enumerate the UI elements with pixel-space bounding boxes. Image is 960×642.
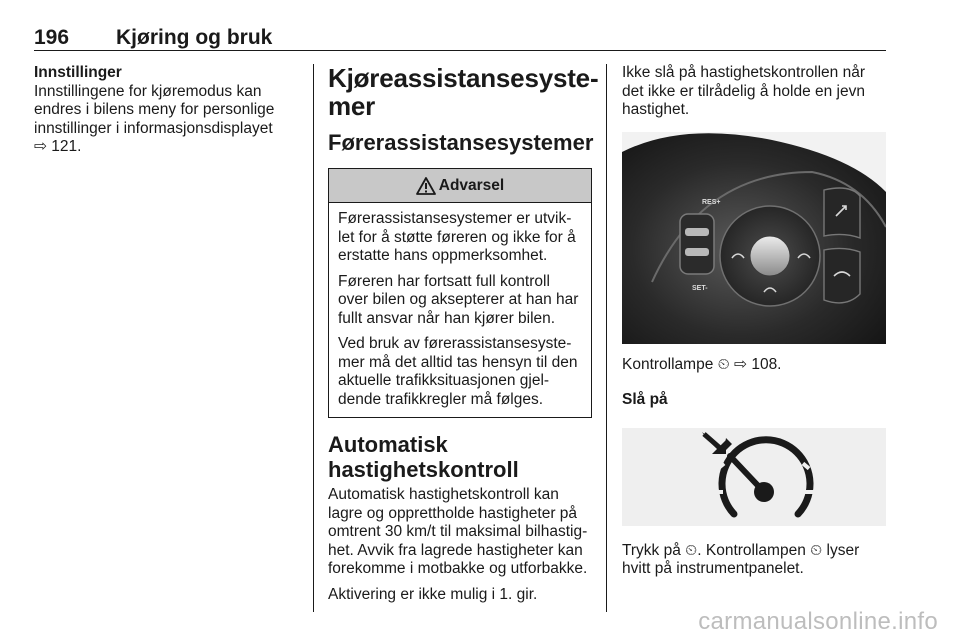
- set-label: SET-: [692, 284, 708, 292]
- column-settings: [34, 64, 296, 157]
- page-number: 196: [34, 26, 70, 49]
- warning-label: Advarsel: [438, 176, 505, 194]
- steering-wheel-controls-photo: [622, 132, 886, 344]
- warning-triangle-icon: [416, 177, 436, 195]
- res-label: RES+: [702, 198, 721, 206]
- photo-caption: Kontrollampe ⏲ ⇨ 108.: [622, 355, 782, 373]
- page-reference-link[interactable]: ⇨ 121.: [34, 138, 82, 155]
- intro-text: Ikke slå på hastighetskontrollen når det ikke er tilrådelig å holde en jevn hastighet.: [622, 64, 865, 118]
- warning-header: [329, 169, 591, 203]
- column-divider-left: [313, 64, 314, 612]
- warning-body: [329, 203, 591, 417]
- warning-box: [328, 168, 592, 418]
- cruise-control-symbol-panel: [622, 428, 886, 526]
- running-title: Kjøring og bruk: [116, 26, 273, 49]
- activation-instructions: Trykk på ⏲. Kontrollampen ⏲ lyser hvitt på instrumentpanelet.: [622, 541, 860, 577]
- steering-wheel-illustration: [622, 132, 886, 344]
- section-title: Automatisk hastighetskontroll: [328, 432, 519, 482]
- warning-paragraph: Førerassistansesystemer er utvik- let for å støtte føreren og ikke for å erstatte hans oppmerksomhet.: [338, 210, 576, 264]
- warning-paragraph: Føreren har fortsatt full kontroll over bilen og aksepterer at han har fullt ansvar når han kjører bilen.: [338, 272, 579, 327]
- header-rule: [34, 50, 886, 51]
- page-header: [34, 22, 886, 52]
- cruise-description: Automatisk hastighetskontroll kan lagre og opprettholde hastigheter på omtrent 30 km/t til maksimal bilhastig- het. Avvik fra lagrede hastigheter kan forekomme i motbakke og utforbakke.: [328, 486, 588, 577]
- warning-paragraph: Ved bruk av førerassistansesyste- mer må det alltid tas hensyn til den aktuelle trafikksituasjonen gjel- dende trafikkregler må følges.: [338, 335, 578, 408]
- chapter-title: Kjøreassistansesyste- mer: [328, 63, 599, 121]
- speedometer-icon: [622, 428, 886, 526]
- settings-text: Innstillingene for kjøremodus kan endres i bilens meny for personlige innstillinger i informasjonsdisplayet ⇨ 121.: [34, 82, 275, 155]
- column-cruise-control: [622, 64, 886, 579]
- column-assistance: [328, 63, 599, 604]
- subtitle: Førerassistansesystemer: [328, 130, 594, 155]
- watermark: carmanualsonline.info: [698, 608, 938, 635]
- activation-note: Aktivering er ikke mulig i 1. gir.: [328, 585, 538, 603]
- switch-on-heading: Slå på: [622, 391, 668, 408]
- settings-heading: Innstillinger: [34, 64, 122, 81]
- column-divider-right: [606, 64, 607, 612]
